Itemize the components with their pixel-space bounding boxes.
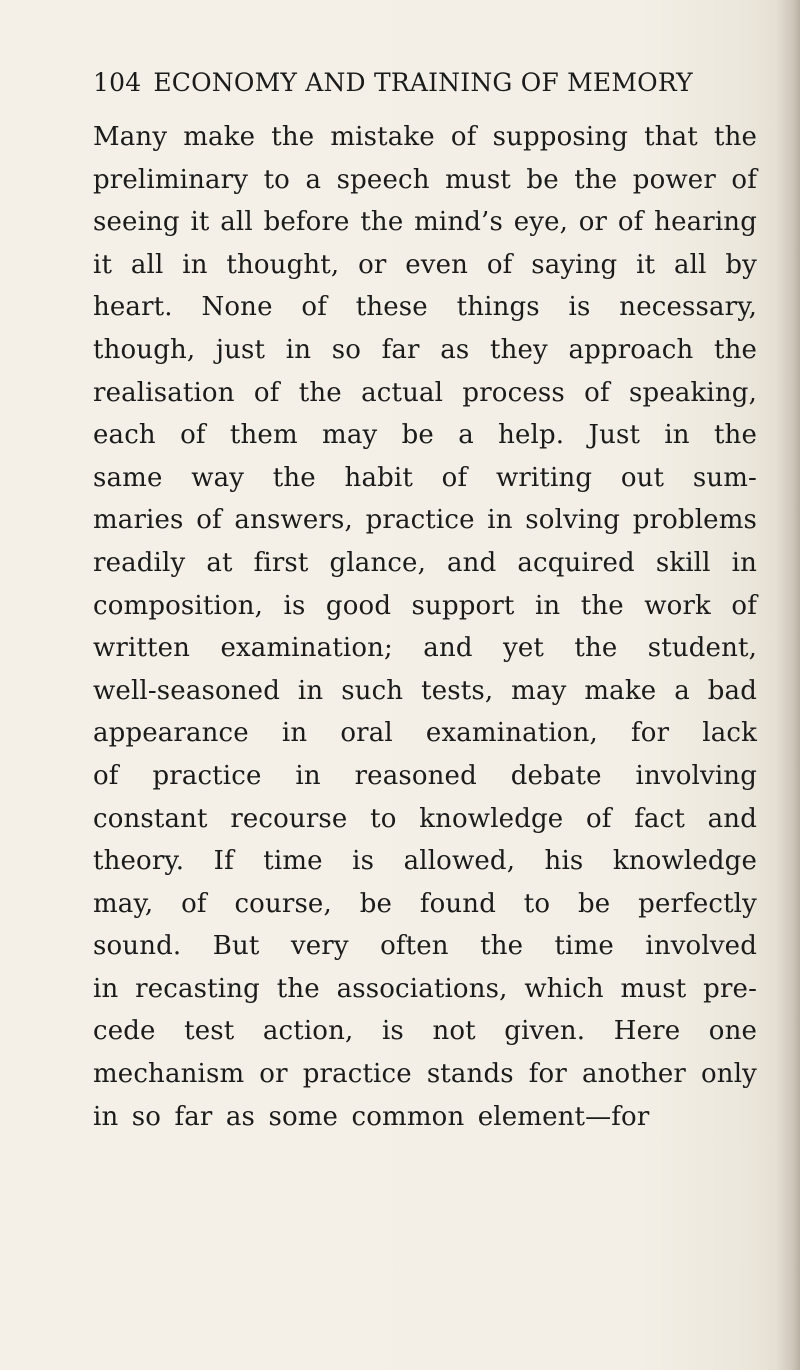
text-line: each of them may be a help. Just in the (93, 420, 757, 451)
text-line: realisation of the actual process of speaking, (93, 377, 757, 408)
text-line: heart. None of these things is necessary, (93, 292, 757, 323)
text-line: Many make the mistake of supposing that the (93, 122, 757, 152)
page-edge-shadow (776, 0, 800, 1370)
text-line: sound. But very often the time involved (93, 931, 757, 962)
running-header (93, 68, 733, 97)
text-line: cede test action, is not given. Here one (93, 1016, 757, 1047)
running-title: ECONOMY AND TRAINING OF MEMORY (153, 68, 693, 97)
text-line: in recasting the associations, which must pre- (93, 973, 757, 1004)
body-text (93, 116, 757, 1138)
text-line: it all in thought, or even of saying it all by (93, 249, 757, 280)
text-line: preliminary to a speech must be the power of (93, 164, 757, 195)
text-line: theory. If time is allowed, his knowledge (93, 846, 757, 877)
text-line: written examination; and yet the student, (93, 633, 757, 664)
text-line: readily at first glance, and acquired skill in (93, 547, 757, 578)
text-line: same way the habit of writing out sum- (93, 462, 757, 493)
text-line: constant recourse to knowledge of fact and (93, 803, 757, 834)
page-number: 104 (93, 68, 142, 97)
text-line: appearance in oral examination, for lack (93, 718, 757, 749)
text-line: well-seasoned in such tests, may make a bad (93, 675, 757, 706)
text-line: may, of course, be found to be perfectly (93, 888, 757, 919)
text-line: though, just in so far as they approach the (93, 334, 757, 365)
text-line: maries of answers, practice in solving problems (93, 505, 757, 536)
text-line: of practice in reasoned debate involving (93, 760, 757, 791)
text-line: mechanism or practice stands for another only (93, 1059, 757, 1090)
text-line: composition, is good support in the work of (93, 590, 757, 621)
text-line: in so far as some common element—for (93, 1101, 650, 1132)
text-line: seeing it all before the mind’s eye, or of hearing (93, 207, 757, 238)
